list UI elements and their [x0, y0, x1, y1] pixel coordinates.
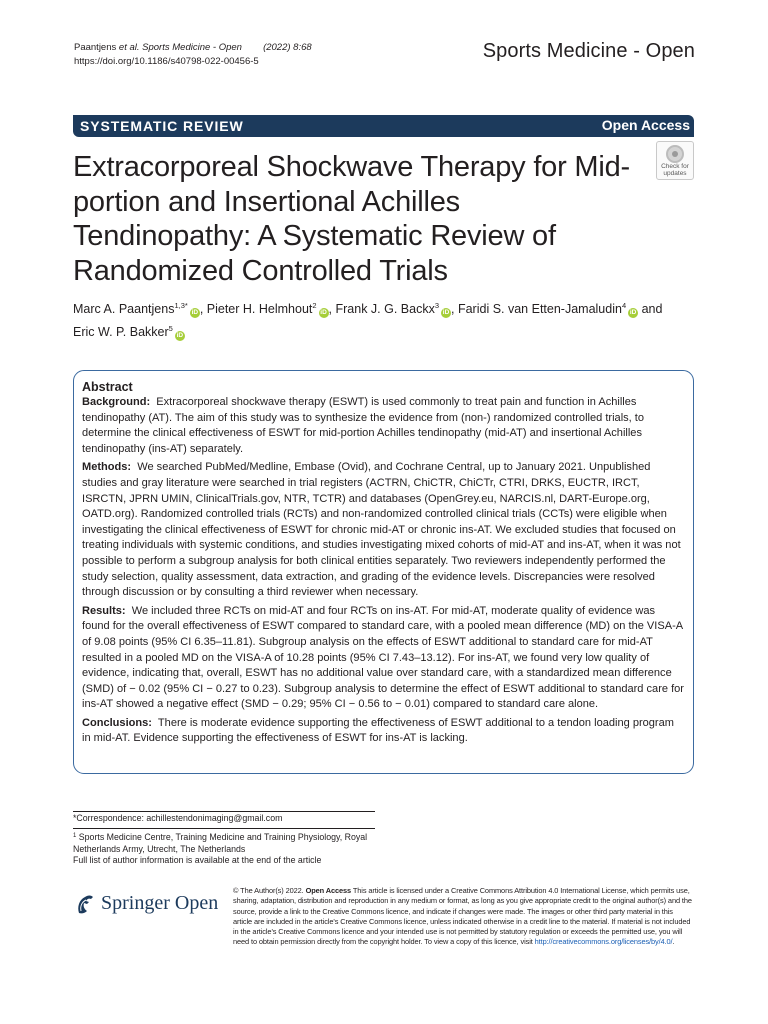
- author-affiliation: 3: [434, 301, 440, 310]
- license-link[interactable]: http://creativecommons.org/licenses/by/4.0/: [534, 937, 673, 947]
- author-name: Pieter H. Helmhout: [206, 302, 313, 316]
- journal-name: Sports Medicine - Open: [482, 40, 695, 62]
- conclusions-label: Conclusions:: [82, 716, 152, 729]
- abstract-results: [82, 604, 685, 713]
- author-info-note: Full list of author information is available at the end of the article: [73, 855, 322, 866]
- license-statement: [233, 886, 693, 948]
- copyright: © The Author(s) 2022.: [233, 886, 304, 895]
- background-label: Background:: [82, 396, 151, 408]
- citation-header: [74, 41, 312, 69]
- author-affiliation: 4: [621, 301, 627, 310]
- abstract-background: [82, 395, 685, 457]
- author-name: Marc A. Paantjens: [73, 302, 175, 316]
- author-affiliation: 5: [168, 324, 173, 333]
- affiliation-note: [73, 831, 373, 867]
- doi-link[interactable]: https://doi.org/10.1186/s40798-022-00456-5: [74, 56, 259, 67]
- methods-label: Methods:: [82, 461, 132, 474]
- article-title: Extracorporeal Shockwave Therapy for Mid-portion and Insertional Achilles Tendinopathy: A Systematic Review of Randomized Controlled Trials: [73, 151, 631, 287]
- abstract-heading: Abstract: [82, 380, 133, 394]
- author-name: Faridi S. van Etten-Jamaludin: [457, 302, 622, 316]
- author-separator: and: [638, 302, 663, 316]
- author-separator: ,: [328, 302, 336, 316]
- orcid-icon[interactable]: iD: [442, 309, 450, 316]
- abstract-box: [73, 370, 694, 774]
- author-affiliation: 1,3*: [174, 301, 188, 310]
- citation-journal: Sports Medicine - Open: [142, 42, 242, 53]
- citation-authors: Paantjens: [74, 42, 117, 53]
- background-text: Extracorporeal shockwave therapy (ESWT) is used commonly to treat pain and function in Achilles tendinopathy (AT). The aim of this study was to synthesize the evidence from (non-) randomized controlled trials, to determine the clinical effectiveness of ESWT for mid-portion Achilles tendinopathy (mid-AT) and insertional Achilles tendinopathy (ins-AT) separately.: [82, 396, 645, 455]
- abstract-methods: [82, 460, 685, 600]
- springer-horse-icon: [73, 891, 99, 917]
- citation-year-volume: (2022) 8:68: [263, 42, 312, 53]
- affiliation-number: 1: [73, 833, 77, 839]
- author-separator: ,: [451, 302, 458, 316]
- results-label: Results:: [82, 604, 126, 617]
- check-for-updates-badge[interactable]: [656, 141, 694, 180]
- orcid-icon[interactable]: iD: [629, 309, 637, 316]
- badge-line1: Check for: [661, 163, 689, 170]
- check-for-updates-icon: [666, 145, 684, 163]
- open-access-label: Open Access: [601, 117, 690, 133]
- license-end: .: [672, 937, 675, 947]
- orcid-icon[interactable]: iD: [320, 309, 327, 316]
- publisher-name: Springer Open: [101, 892, 219, 914]
- correspondence-note: *Correspondence: achillestendonimaging@gmail.com: [73, 813, 283, 823]
- affiliation-divider: [73, 828, 375, 829]
- abstract-conclusions: [82, 716, 685, 747]
- footnote-divider: [73, 811, 375, 812]
- author-name: Frank J. G. Backx: [335, 302, 435, 316]
- badge-line2: updates: [663, 170, 687, 177]
- license-text: This article is licensed under a Creative Commons Attribution 4.0 International License, which permits use, sharing, adaptation, distribution and reproduction in any medium or format, as long as you give appropriate credit to the original author(s) and the source, provide a link to the Creative Commons licence, and indicate if changes were made. The images or other third party material in this article are included in the article's Creative Commons licence, unless indicated otherwise in a credit line to the material. If material is not included in the article's Creative Commons licence and your intended use is not permitted by statutory regulation or exceeds the permitted use, you will need to obtain permission directly from the copyright holder. To view a copy of this licence, visit: [233, 886, 692, 947]
- article-type-band: [73, 115, 694, 137]
- author-affiliation: 2: [312, 301, 317, 310]
- author-list: [73, 296, 683, 342]
- orcid-icon[interactable]: iD: [176, 332, 184, 339]
- methods-text: We searched PubMed/Medline, Embase (Ovid), and Cochrane Central, up to January 2021. Unpublished studies and gray literature were searched in trial registers (ACTRN, ChiCTR, ChiCTr, CTRI, DRKS, EUCTR, IRCT, ISRCTN, JPRN UMIN, ClinicalTrials.gov, NTR, TCTR) and databases (OpenGrey.eu, NARCIS.nl, DART-Europe.org, OATD.org). Randomized controlled trials (RCTs) and non-randomized controlled clinical trials (CCTs) were eligible when investigating the clinical effectiveness of ESWT for chronic mid-AT or chronic ins-AT. We excluded studies that focused on treating individuals with systemic conditions, and studies investigating mixed cohorts of mid-AT and ins-AT, when it was not possible to perform a subgroup analysis for both clinical entities separately. Two reviewers independently performed the study selection, quality assessment, data extraction, and grading of the evidence levels. Discrepancies were resolved through discussion or by consulting a third reviewer when necessary.: [82, 461, 681, 599]
- orcid-icon[interactable]: iD: [191, 309, 199, 316]
- affiliation-text: Sports Medicine Centre, Training Medicine and Training Physiology, Royal Netherlands Army, Utrecht, The Netherlands: [73, 832, 368, 854]
- conclusions-text: There is moderate evidence supporting the effectiveness of ESWT additional to a tendon loading program in mid-AT. Evidence supporting the effectiveness of ESWT for ins-AT is lacking.: [82, 716, 674, 745]
- author-name: Eric W. P. Bakker: [73, 325, 169, 339]
- article-type-label: SYSTEMATIC REVIEW: [80, 118, 244, 134]
- license-oa-label: Open Access: [305, 886, 352, 895]
- citation-etal: et al.: [118, 42, 140, 53]
- author-separator: ,: [199, 302, 207, 316]
- results-text: We included three RCTs on mid-AT and four RCTs on ins-AT. For mid-AT, moderate quality of evidence was found for the overall effectiveness of ESWT compared to standard care, with a pooled mean difference (MD) on the VISA-A of 9.08 points (95% CI 6.35–11.81). Subgroup analysis on the effects of ESWT additional to standard care for mid-AT resulted in a pooled MD on the VISA-A of 10.28 points (95% CI 7.43–13.12). For ins-AT, we found very low quality of evidence, indicating that, overall, ESWT has no additional value over standard care, with a standardized mean difference (SMD) of − 0.02 (95% CI − 0.27 to 0.23). Subgroup analysis to determine the effect of ESWT additional to standard care for ins-AT showed a negative effect (SMD − 0.29; 95% CI − 0.56 to − 0.01) compared to standard care alone.: [82, 604, 684, 711]
- citation-line: [74, 41, 312, 55]
